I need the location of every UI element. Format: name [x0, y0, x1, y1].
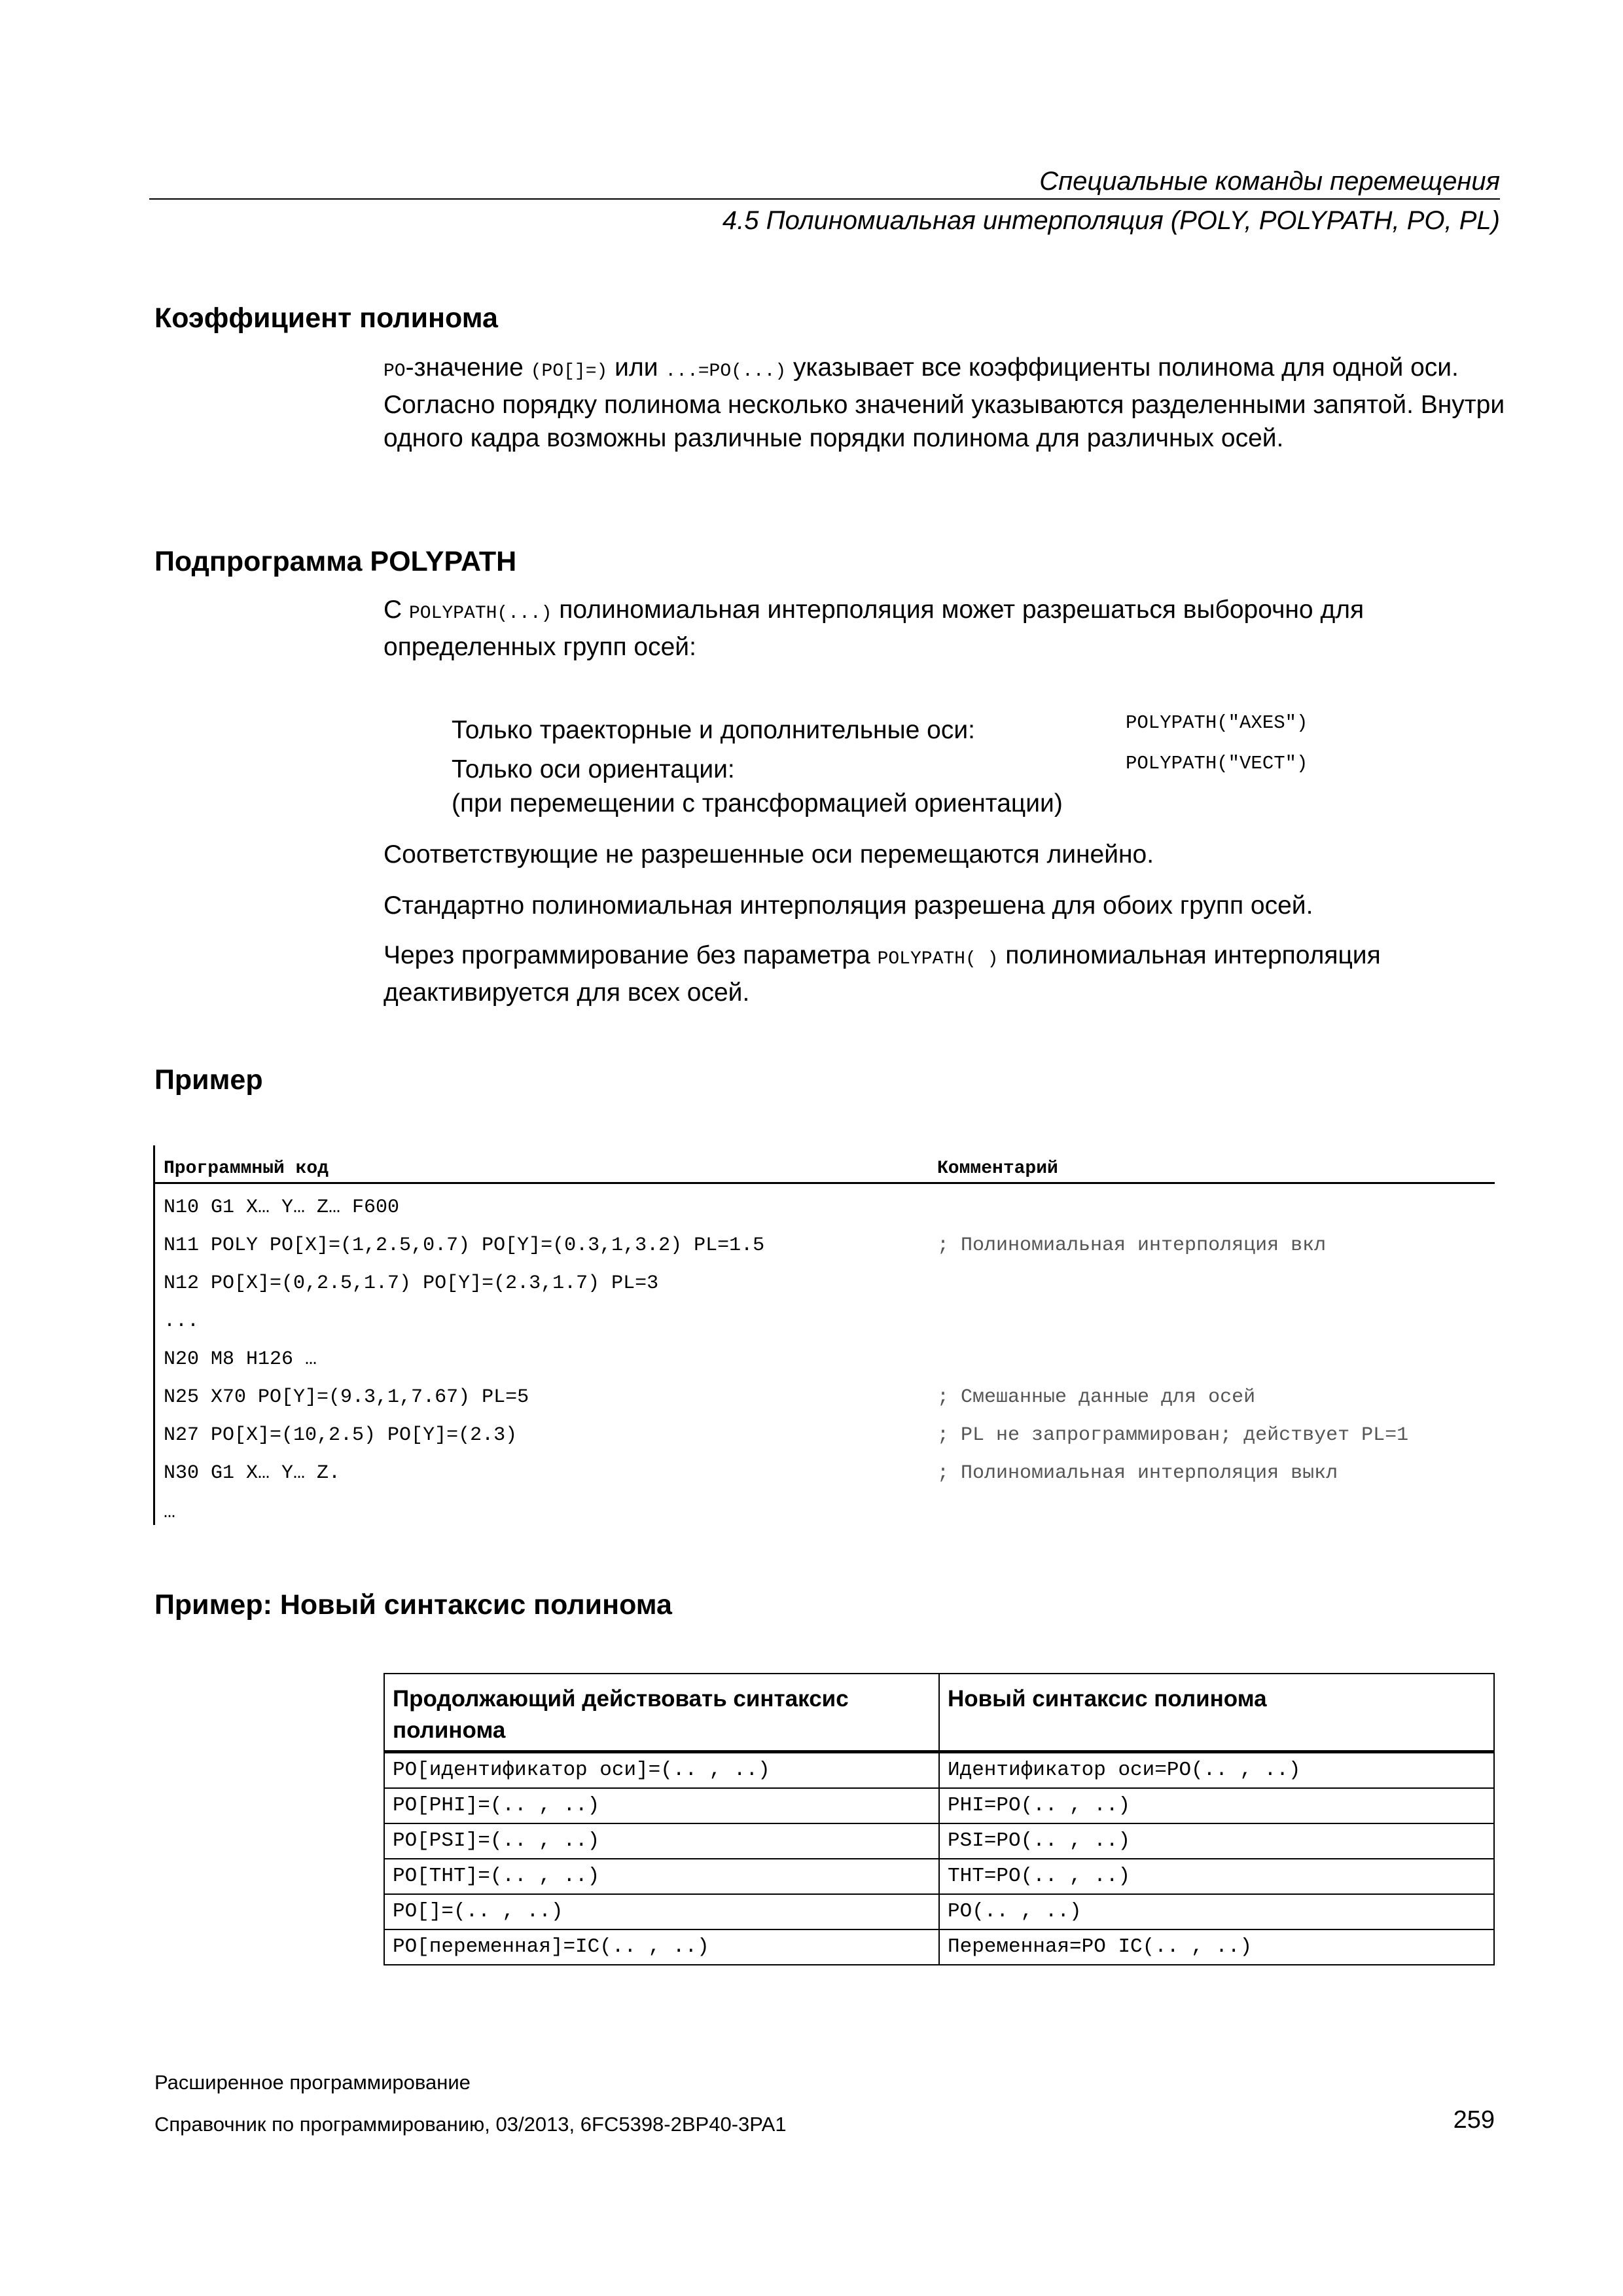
code-line: N20 M8 H126 …: [164, 1348, 317, 1371]
running-header-section: 4.5 Полиномиальная интерполяция (POLY, POLYPATH, PO, PL): [722, 206, 1500, 235]
heading-example: Пример: [154, 1064, 263, 1096]
code-line: ...: [164, 1310, 200, 1333]
text: С: [383, 596, 409, 624]
code-line: N12 PO[X]=(0,2.5,1.7) PO[Y]=(2.3,1.7) PL=3: [164, 1272, 659, 1295]
code-comment: ; Полиномиальная интерполяция вкл: [937, 1234, 1327, 1257]
code-line: N27 PO[X]=(10,2.5) PO[Y]=(2.3): [164, 1424, 518, 1446]
text: полиномиальная интерполяция может разрешаться выборочно для определенных групп осей:: [383, 596, 1364, 661]
cell-old: PO[идентификатор оси]=(.. , ..): [384, 1752, 939, 1789]
code-polypath: POLYPATH(...): [409, 603, 552, 624]
cell-new: PSI=PO(.. , ..): [939, 1823, 1494, 1859]
text: Через программирование без параметра: [383, 941, 878, 969]
cell-new: Переменная=PO IC(.. , ..): [939, 1929, 1494, 1965]
text: указывает все коэффициенты полинома для одной оси. Согласно порядку полинома несколько значений указываются разделенными запятой. Внутри одного кадра возможны различные порядки полинома для различных осей.: [383, 353, 1505, 452]
column-header-new-syntax: Новый синтаксис полинома: [939, 1674, 1494, 1752]
code-po: PO: [383, 361, 406, 382]
table-header-row: [384, 1674, 1494, 1752]
code-comment: ; Полиномиальная интерполяция выкл: [937, 1462, 1338, 1484]
header-rule: [149, 198, 1500, 200]
heading-polynomial-coefficient: Коэффициент полинома: [154, 302, 498, 334]
code-comment: ; Смешанные данные для осей: [937, 1386, 1256, 1408]
table-row: [384, 1823, 1494, 1859]
cell-old: PO[PHI]=(.. , ..): [384, 1788, 939, 1823]
footer-book-reference: Справочник по программированию, 03/2013, 6FC5398-2BP40-3PA1: [154, 2113, 787, 2136]
cell-new: PHI=PO(.. , ..): [939, 1788, 1494, 1823]
code-block-left-bar: [153, 1145, 155, 1525]
table-row: [384, 1929, 1494, 1965]
text: или: [607, 353, 666, 382]
paragraph-polypath-intro: [383, 593, 1509, 664]
option2-note: (при перемещении с трансформацией ориентации): [452, 789, 1063, 817]
text: полиномиальная интерполяция деактивируется для всех осей.: [383, 941, 1381, 1007]
table-row: [384, 1859, 1494, 1894]
cell-old: PO[]=(.. , ..): [384, 1894, 939, 1929]
heading-new-syntax-example: Пример: Новый синтаксис полинома: [154, 1589, 672, 1621]
code-comment: ; PL не запрограммирован; действует PL=1: [937, 1424, 1409, 1446]
cell-new: PO(.. , ..): [939, 1894, 1494, 1929]
syntax-table: [383, 1673, 1495, 1965]
option2-code: POLYPATH("VECT"): [1126, 753, 1308, 774]
paragraph-non-enabled-axes: Соответствующие не разрешенные оси перемещаются линейно.: [383, 840, 1154, 869]
cell-old: PO[THT]=(.. , ..): [384, 1859, 939, 1894]
code-line: N30 G1 X… Y… Z.: [164, 1462, 341, 1484]
code-line: N11 POLY PO[X]=(1,2.5,0.7) PO[Y]=(0.3,1,3.2) PL=1.5: [164, 1234, 765, 1257]
code-line: N10 G1 X… Y… Z… F600: [164, 1196, 400, 1219]
option1-label: Только траекторные и дополнительные оси:: [452, 716, 975, 744]
table-row: [384, 1788, 1494, 1823]
cell-old: PO[переменная]=IC(.. , ..): [384, 1929, 939, 1965]
paragraph-deactivate: [383, 939, 1509, 1009]
code-po-call: ...=PO(...): [665, 361, 787, 382]
paragraph-default: Стандартно полиномиальная интерполяция разрешена для обоих групп осей.: [383, 891, 1313, 920]
page-number: 259: [1453, 2106, 1495, 2134]
option2-label: Только оси ориентации:: [452, 755, 735, 783]
code-column-header: Программный код: [164, 1158, 329, 1179]
cell-new: Идентификатор оси=PO(.. , ..): [939, 1752, 1494, 1789]
table-row: [384, 1752, 1494, 1789]
running-header-chapter: Специальные команды перемещения: [1039, 167, 1500, 196]
text: -значение: [405, 353, 531, 382]
comment-column-header: Комментарий: [937, 1158, 1058, 1179]
heading-polypath: Подпрограмма POLYPATH: [154, 546, 517, 577]
paragraph-coefficient: [383, 351, 1509, 455]
column-header-old-syntax: Продолжающий действовать синтаксис полинома: [384, 1674, 939, 1752]
code-po-brackets: (PO[]=): [530, 361, 608, 382]
code-line: …: [164, 1501, 176, 1524]
code-header-rule: [154, 1182, 1495, 1184]
code-polypath-empty: POLYPATH( ): [877, 949, 999, 969]
cell-new: THT=PO(.. , ..): [939, 1859, 1494, 1894]
cell-old: PO[PSI]=(.. , ..): [384, 1823, 939, 1859]
code-line: N25 X70 PO[Y]=(9.3,1,7.67) PL=5: [164, 1386, 529, 1408]
table-row: [384, 1894, 1494, 1929]
option1-code: POLYPATH("AXES"): [1126, 712, 1308, 734]
footer-book-title: Расширенное программирование: [154, 2071, 471, 2094]
